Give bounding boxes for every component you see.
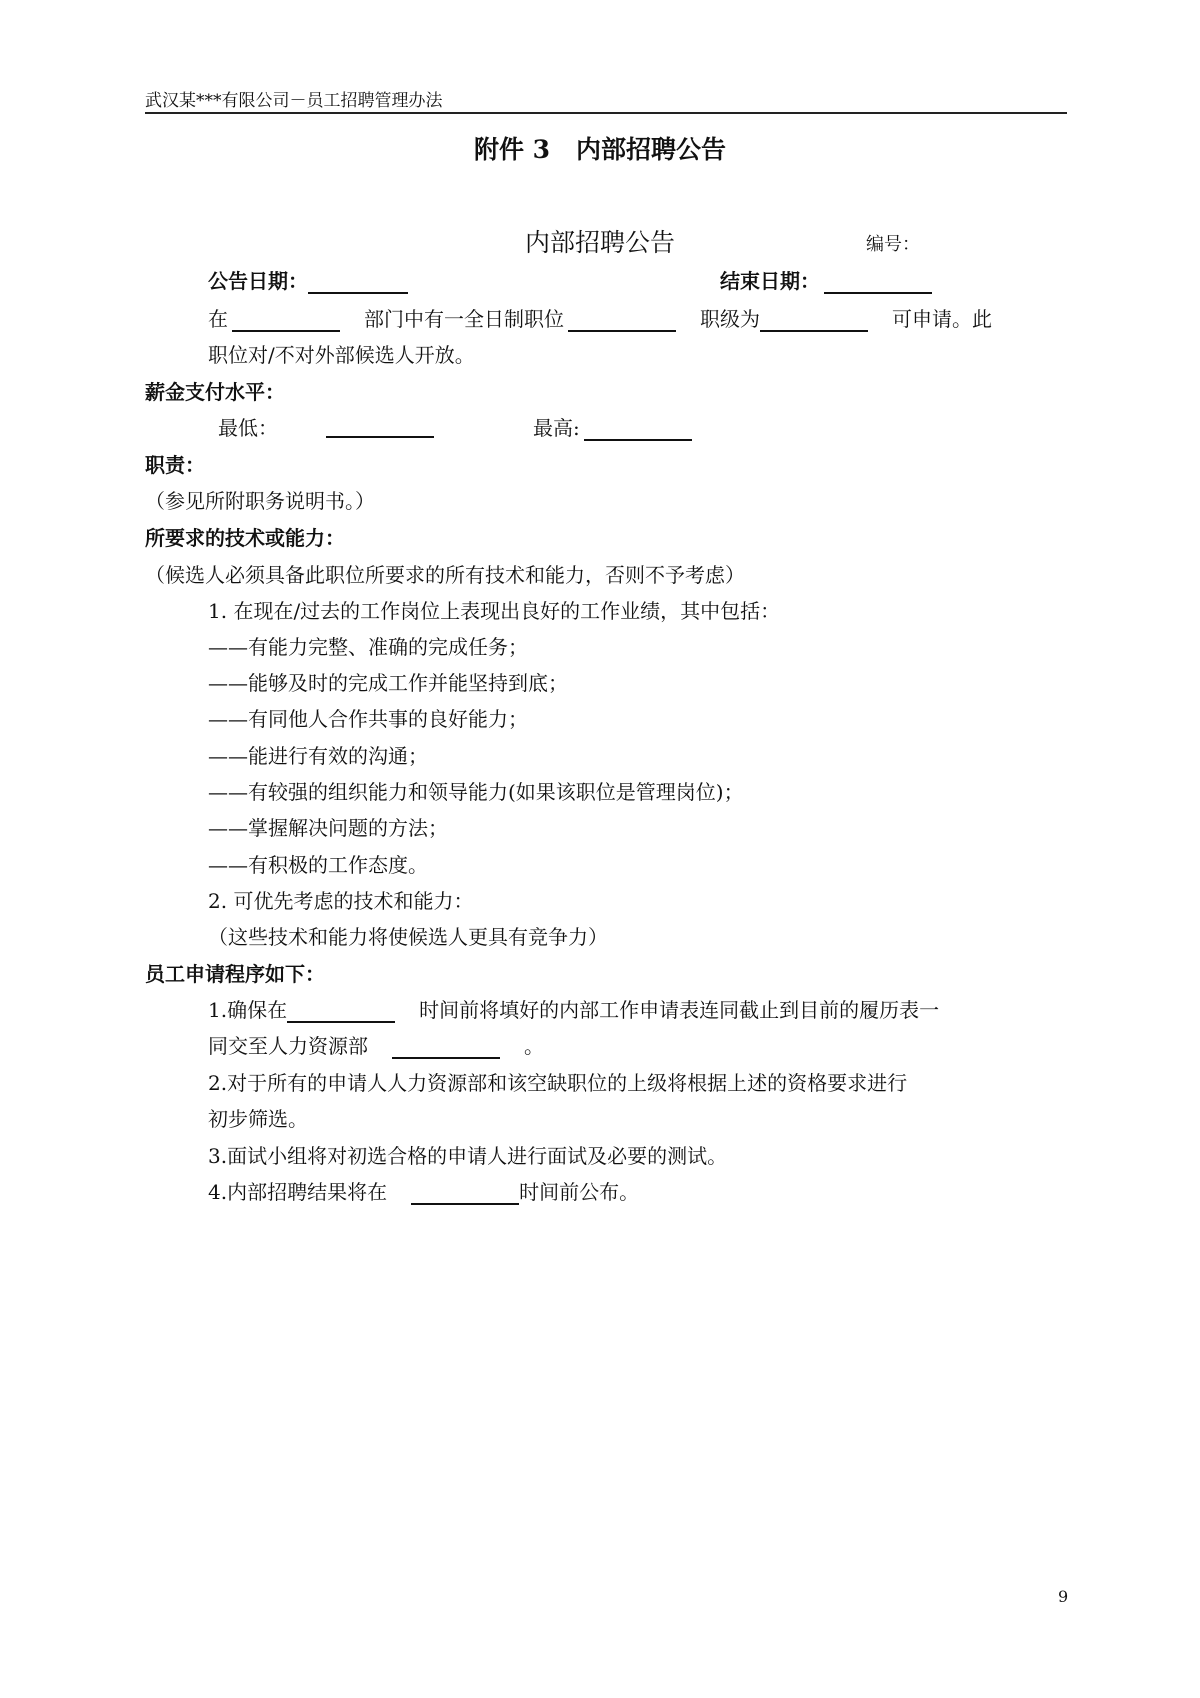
salary-max-label: 最高: <box>533 416 580 440</box>
step1-hr-blank <box>392 1035 500 1059</box>
position-line-text-1: 在 <box>208 307 228 331</box>
page-number: 9 <box>1058 1587 1069 1606</box>
position-line-text-4: 可申请。此 <box>892 307 992 331</box>
running-header: 武汉某***有限公司－员工招聘管理办法 <box>145 91 443 111</box>
position-line-text-3: 职级为 <box>700 307 760 331</box>
position-blank <box>568 308 676 332</box>
salary-min-label: 最低： <box>218 416 278 440</box>
announce-date-blank <box>308 270 408 294</box>
skill-sub-item: ——掌握解决问题的方法； <box>208 816 448 840</box>
skills-heading: 所要求的技术或能力： <box>145 526 345 550</box>
announce-date-field <box>208 265 412 294</box>
procedure-step-4 <box>208 1176 639 1205</box>
step1-text-c: 同交至人力资源部 <box>208 1034 368 1058</box>
announce-date-label: 公告日期： <box>208 269 308 293</box>
step1-text-d: 。 <box>524 1034 544 1058</box>
end-date-label: 结束日期： <box>720 269 820 293</box>
step4-text-b: 时间前公布。 <box>519 1180 640 1204</box>
grade-blank <box>760 308 868 332</box>
position-line-text-2: 部门中有一全日制职位 <box>364 307 564 331</box>
procedure-step-2: 2.对于所有的申请人人力资源部和该空缺职位的上级将根据上述的资格要求进行 <box>208 1071 908 1095</box>
salary-min-blank <box>326 414 434 438</box>
department-blank <box>232 308 340 332</box>
position-line <box>208 303 992 332</box>
end-date-field <box>720 265 936 294</box>
procedure-heading: 员工申请程序如下： <box>145 962 325 986</box>
skills-note: （候选人必须具备此职位所要求的所有技术和能力，否则不予考虑） <box>145 563 745 587</box>
procedure-step-2-cont: 初步筛选。 <box>208 1107 308 1131</box>
procedure-step-1 <box>208 994 939 1023</box>
skill-sub-item: ——有积极的工作态度。 <box>208 853 428 877</box>
salary-max-blank <box>584 417 692 441</box>
step1-text-b: 时间前将填好的内部工作申请表连同截止到目前的履历表一 <box>419 998 940 1022</box>
document-title <box>0 130 1200 166</box>
duties-note: （参见所附职务说明书。） <box>145 489 375 513</box>
salary-heading: 薪金支付水平： <box>145 380 285 404</box>
skill-sub-item: ——有能力完整、准确的完成任务； <box>208 635 528 659</box>
skills-item-2-note: （这些技术和能力将使候选人更具有竞争力） <box>208 925 608 949</box>
position-line-2: 职位对/不对外部候选人开放。 <box>208 343 475 367</box>
skill-sub-item: ——有同他人合作共事的良好能力； <box>208 707 528 731</box>
skills-item-2: 2. 可优先考虑的技术和能力： <box>208 889 474 913</box>
end-date-blank <box>824 270 932 294</box>
duties-heading: 职责： <box>145 453 205 477</box>
serial-number-label: 编号： <box>866 234 920 255</box>
skill-sub-item: ——有较强的组织能力和领导能力(如果该职位是管理岗位)； <box>208 780 744 804</box>
skill-sub-item: ——能够及时的完成工作并能坚持到底； <box>208 671 568 695</box>
step1-deadline-blank <box>287 999 395 1023</box>
salary-max-field <box>533 412 696 441</box>
form-title: 内部招聘公告 <box>525 228 676 257</box>
step4-deadline-blank <box>411 1181 519 1205</box>
attachment-number: 附件 3 <box>473 135 551 164</box>
header-rule <box>145 112 1067 114</box>
step1-text-a: 1.确保在 <box>208 998 288 1022</box>
attachment-title: 内部招聘公告 <box>576 135 727 164</box>
step4-text-a: 4.内部招聘结果将在 <box>208 1180 388 1204</box>
procedure-step-3: 3.面试小组将对初选合格的申请人进行面试及必要的测试。 <box>208 1144 728 1168</box>
skill-sub-item: ——能进行有效的沟通； <box>208 744 428 768</box>
procedure-step-1-cont <box>208 1030 544 1059</box>
skills-item-1: 1. 在现在/过去的工作岗位上表现出良好的工作业绩，其中包括： <box>208 599 781 623</box>
